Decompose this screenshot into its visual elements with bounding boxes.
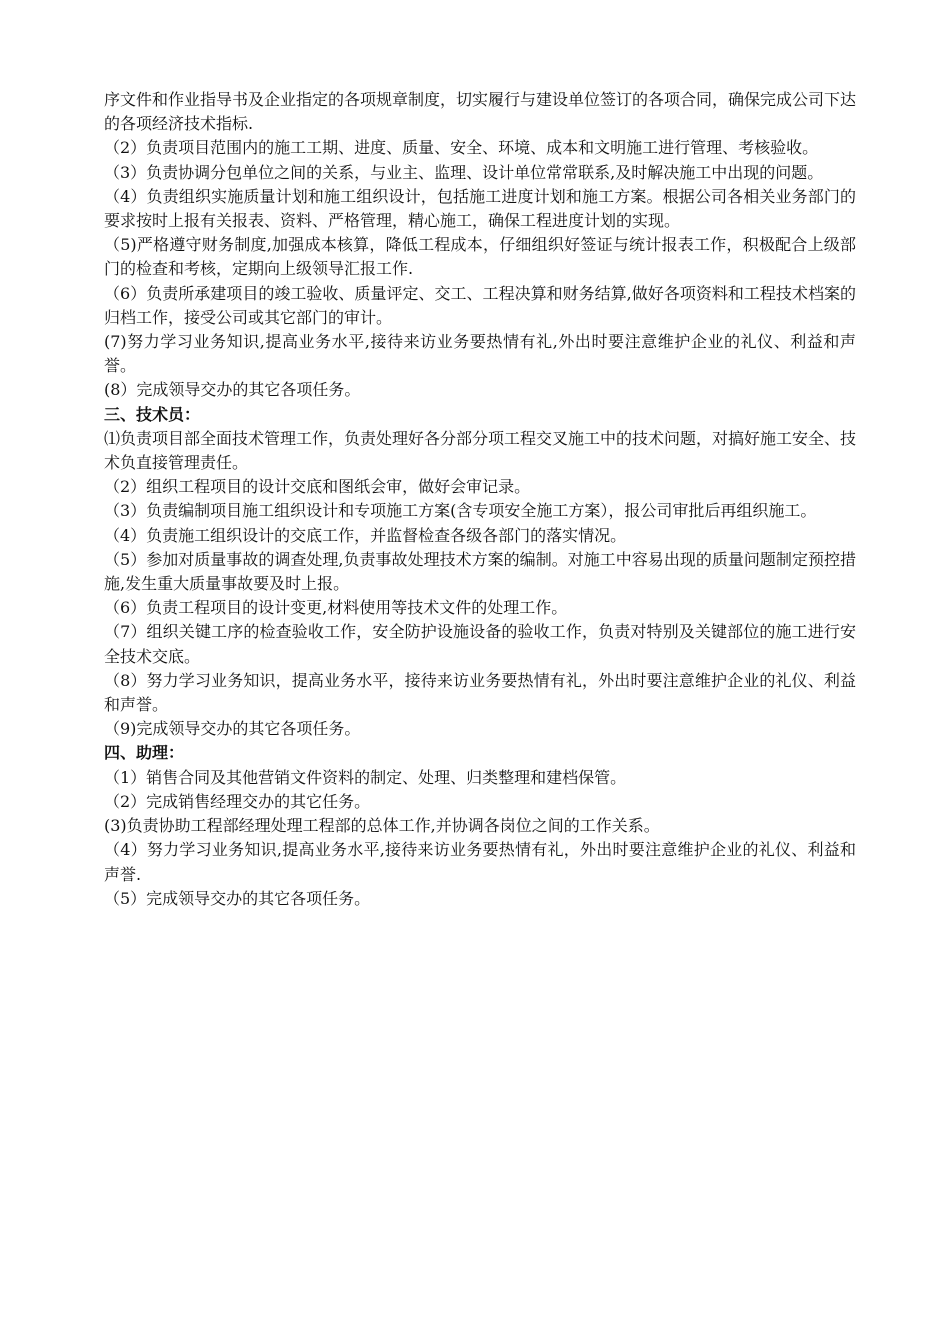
list-item: (7)努力学习业务知识,提高业务水平,接待来访业务要热情有礼,外出时要注意维护企业的礼仪、利益和声誉。 bbox=[104, 332, 856, 376]
list-item: （2）组织工程项目的设计交底和图纸会审，做好会审记录。 bbox=[104, 477, 531, 497]
intro-paragraph: 序文件和作业指导书及企业指定的各项规章制度，切实履行与建设单位签订的各项合同，确保完成公司下达的各项经济技术指标. bbox=[104, 90, 857, 134]
document-body bbox=[104, 88, 856, 911]
list-item: （1）销售合同及其他营销文件资料的制定、处理、归类整理和建档保管。 bbox=[104, 767, 627, 787]
section-heading-technician: 三、技术员： bbox=[104, 404, 201, 424]
list-item: （8）努力学习业务知识，提高业务水平，接待来访业务要热情有礼，外出时要注意维护企业的礼仪、利益和声誉。 bbox=[104, 670, 856, 715]
list-item: （4）负责组织实施质量计划和施工组织设计，包括施工进度计划和施工方案。根据公司各相关业务部门的要求按时上报有关报表、资料、严格管理，精心施工，确保工程进度计划的实现。 bbox=[104, 186, 856, 231]
list-item: （7）组织关键工序的检查验收工作，安全防护设施设备的验收工作，负责对特别及关键部位的施工进行安全技术交底。 bbox=[104, 622, 856, 666]
list-item: ⑴负责项目部全面技术管理工作，负责处理好各分部分项工程交叉施工中的技术问题，对搞好施工安全、技术负直接管理责任。 bbox=[104, 428, 857, 473]
list-item: （6）负责所承建项目的竣工验收、质量评定、交工、工程决算和财务结算,做好各项资料和工程技术档案的归档工作，接受公司或其它部门的审计。 bbox=[104, 283, 856, 327]
list-item: (8）完成领导交办的其它各项任务。 bbox=[104, 380, 361, 400]
list-item: （6）负责工程项目的设计变更,材料使用等技术文件的处理工作。 bbox=[104, 598, 568, 618]
list-item: （3）负责协调分包单位之间的关系，与业主、监理、设计单位常常联系,及时解决施工中出现的问题。 bbox=[104, 162, 824, 182]
list-item: （5）完成领导交办的其它各项任务。 bbox=[104, 888, 371, 908]
list-item: （4）负责施工组织设计的交底工作，并监督检查各级各部门的落实情况。 bbox=[104, 525, 627, 545]
list-item: （5)严格遵守财务制度,加强成本核算，降低工程成本，仔细组织好签证与统计报表工作，积极配合上级部门的检查和考核，定期向上级领导汇报工作. bbox=[104, 235, 856, 279]
list-item: （5）参加对质量事故的调查处理,负责事故处理技术方案的编制。对施工中容易出现的质量问题制定预控措施,发生重大质量事故要及时上报。 bbox=[104, 549, 856, 594]
list-item: （2）完成销售经理交办的其它任务。 bbox=[104, 791, 371, 811]
list-item: （3）负责编制项目施工组织设计和专项施工方案(含专项安全施工方案），报公司审批后再组织施工。 bbox=[104, 501, 817, 521]
list-item: （2）负责项目范围内的施工工期、进度、质量、安全、环境、成本和文明施工进行管理、考核验收。 bbox=[104, 138, 819, 158]
list-item: (3)负责协助工程部经理处理工程部的总体工作,并协调各岗位之间的工作关系。 bbox=[104, 816, 660, 836]
list-item: （9)完成领导交办的其它各项任务。 bbox=[104, 719, 361, 739]
section-heading-assistant: 四、助理： bbox=[104, 743, 185, 763]
list-item: （4）努力学习业务知识,提高业务水平,接待来访业务要热情有礼，外出时要注意维护企业的礼仪、利益和声誉. bbox=[104, 840, 856, 884]
